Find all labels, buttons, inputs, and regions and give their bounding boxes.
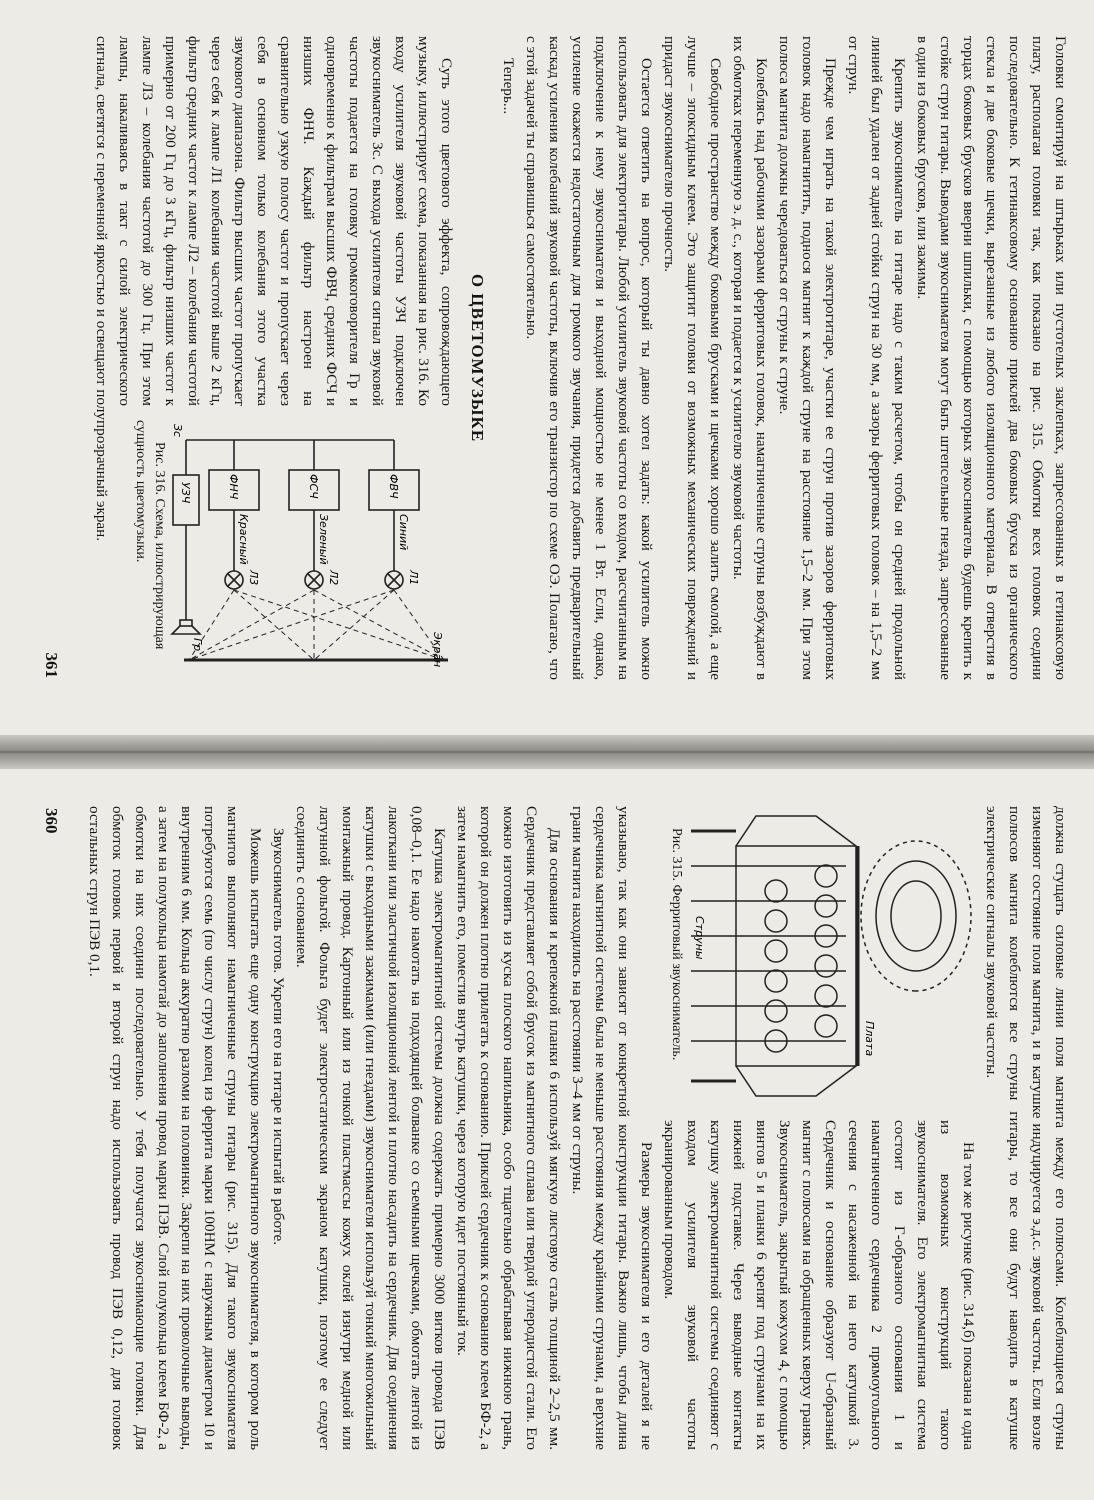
left-paragraph-3: Размеры звукоснимателя и его деталей я не указываю, так как они зависят от конкретной конструкции гитары. Важно лишь, чтобы длина сердечника магнитной системы была не меньше расстояния между крайними струнами, а верхние грани магнита находились на расстоянии 3–4 мм от струны.: [569, 806, 655, 1450]
left-paragraph-4: Для основания и крепежной планки 6 используй мягкую листовую сталь толщиной 2–2,5 мм. Сердечник представляет собой брусок из магнитного сплава или твердой углеродистой стали. Его можно изготовить из куска плоского напильника, особо тщательно обрабатывая нижнюю грань, которой он должен плотно прилегать к основанию. Приклей сердечник к основанию клеем БФ-2, а затем намагнить его, поместив внутрь катушки, через которую идет постоянный ток.: [454, 806, 563, 1450]
label-fsch: ФСЧ: [307, 474, 320, 499]
label-red: Красный: [237, 514, 250, 565]
paragraph-1: Головки смонтируй на штырьках или пустотелых заклепках, запрессованных в гетинаксовую плату, располагая головки так, как показано на рис. 315. Обмотки всех головок соедини последовательно. К гетинаксовому основанию приклей два боковых бруска из органического стекла и две боковые щечки, вырезанные из любого изоляционного материала. В отверстия в торцах боковых брусков вверни шпильки, с помощью которых звукосниматель будешь крепить к стойке струн гитары. Выводами звукоснимателя могут быть штепсельные гнезда, запрессованные в один из боковых брусков, или зажимы.: [914, 36, 1069, 680]
label-gr: Гр: [191, 638, 204, 652]
paragraph-2: Крепить звукосниматель на гитаре надо с таким расчетом, чтобы он средней продольной линией был удален от задней стойки струн на 30 мм, а зазоры ферритовых головок – на 1,5–2 мм от струн.: [845, 36, 908, 680]
page-number-360: 360: [42, 808, 61, 834]
page-number-361: 361: [42, 652, 61, 678]
label-l2: Л2: [327, 570, 340, 586]
label-strings: Струны: [693, 916, 706, 960]
left-paragraph-5: Катушка электромагнитной системы должна содержать примерно 3000 витков провода ПЭВ 0,08–0,1. Ее надо намотать на подходящей болванке со съемными щечками, обмотать лентой из лакоткани или эластичной изоляционной лентой и плотно насадить на сердечник. Для соединения катушки с выходными зажимами (или гнездами) звукоснимателя используй тонкий многожильный монтажный провод. Картонный или из тонкой пластмассы кожух оклей изнутри медной или латунной фольгой. Фольга будет электростатическим экраном катушки, поэтому ее следует соединить с основанием.: [293, 806, 448, 1450]
color-music-diagram: [169, 420, 454, 680]
label-screen: Экран: [431, 632, 444, 668]
label-fnch: ФНЧ: [227, 474, 240, 500]
left-paragraph-1: должна стущать силовые линии поля магнита между его полюсами. Колеблющиеся струны изменяют состояние поля магнита, и в катушке индуцируется э.д.с. звуковой частоты. Если возле полюсов магнита колеблются все струны гитары, то все они будут наводить в катушке электрические сигналы звуковой частоты.: [983, 806, 1069, 1450]
label-plate: Плата: [863, 1021, 876, 1057]
label-l1: Л1: [407, 570, 420, 586]
figure-316-caption: Рис. 316. Схема, иллюстрирующая сущность цветомузыки.: [133, 420, 167, 650]
label-l3: Л3: [247, 570, 260, 586]
label-blue: Синий: [397, 514, 410, 551]
left-paragraph-6: Звукосниматель готов. Укрепи его на гитаре и испытай в работе.: [270, 828, 287, 1246]
paragraph-5: Свободное пространство между боковыми брусками и щечками хорошо залить смолой, а еще лучше – эпоксидным клеем. Это защитит головки от возможных механических повреждений и придаст звукоснимателю прочность.: [661, 36, 724, 680]
left-paragraph-2: На том же рисунке (рис. 314,б) показана и одна из возможных конструкций такого звукоснимателя. Его электромагнитная система состоит из Г-образного основания 1 и намагниченного сердечника 2 прямоугольного сечения с насаженной на него катушкой 3. Сердечник и основание образуют U-образный магнит с полюсами на обращенных кверху гранях. Звукосниматель, закрытый кожухом 4, с помощью винтов 5 и планки 6 крепят под струнами на их нижней подставке. Через выводные контакты катушку электромагнитной системы соединяют с входом усилителя звуковой частоты экранированным проводом.: [661, 1120, 977, 1450]
label-uzch: УЗЧ: [179, 482, 192, 504]
ferrite-pickup-drawing: [686, 806, 976, 1106]
paragraph-7: Теперь...: [500, 58, 517, 115]
label-fvch: ФВЧ: [387, 474, 400, 499]
book-gutter: [0, 735, 1094, 769]
section-paragraph-1: Суть этого цветового эффекта, сопровождающего музыку, иллюстрирует схема, показанная на рис. 316. Ко входу усилителя звуковой частоты УЗЧ подключен звукосниматель Зс. С выхода усилителя сигнал звуковой частоты подается на головку громкоговорителя Гр и одновременно к фильтрам высших ФВЧ, средних ФСЧ и низших ФНЧ. Каждый фильтр настроен на сравнительно узкую полосу частот и пропускает через себя в основном только колебания этого участка звукового диапазона. Фильтр высших частот пропускает через себя к лампе Л1 колебания частотой выше 2 кГц, фильтр средних частот к лампе Л2 – колебания частотой примерно от 200 Гц до 3 кГц, фильтр низших частот к лампе Л3 – колебания частотой до 300 Гц. При этом лампы, накаливаясь в такт с силой электрического сигнала, светятся с переменной яркостью и освещают полупрозрачный экран.: [93, 36, 455, 542]
paragraph-3: Прежде чем играть на такой электрогитаре, участки ее струн против зазоров ферритовых головок надо намагнитить, поднося магнит к каждой струне на расстояние 1,5–2 мм. При этом полюса магнита должны чередоваться от струны к струне.: [776, 36, 839, 680]
paragraph-4: Колеблясь над рабочими зазорами ферритовых головок, намагниченные струны возбуждают в их обмотках переменную э. д. с., которая и подается к усилителю звуковой частоты.: [730, 36, 770, 680]
label-green: Зеленый: [317, 514, 330, 565]
left-paragraph-7: Можешь испытать еще одну конструкцию электромагнитного звукоснимателя, в котором роль магнитов выполняют намагниченные струны гитары (рис. 315). Для такого звукоснимателя потребуются семь (по числу струн) колец из феррита марки 100НМ с наружным диаметром 10 и внутренним 6 мм. Кольца аккуратно разломи на половинки. Закрепи на них проволочные выводы, а затем на полукольца намотай до заполнения провод марки ПЭВ. Слой полукольца клеем БФ-2, а обмотки на них соедини последовательно. У тебя получатся звукоснимающие головки. Для обмоток головок первой и второй струн надо использовать провод ПЭВ 0,12, для головок остальных струн ПЭВ 0,1.: [86, 806, 264, 1450]
figure-316: [124, 420, 454, 680]
figure-315: [641, 806, 976, 1106]
paragraph-6: Остается ответить на вопрос, который ты давно хотел задать: какой усилитель можно использовать для электрогитары. Любой усилитель звуковой частоты со входом, рассчитанным на подключение к нему звукоснимателя и выходной мощностью не менее 1 Вт. Если, однако, усиление окажется недостаточным для громкого звучания, придется добавить предварительный каскад усиления колебаний звуковой частоты, включив его транзистор по схеме ОЭ. Полагаю, что с этой задачей ты справишься самостоятельно.: [523, 36, 655, 680]
page-361: [34, 8, 1094, 708]
section-title: О ЦВЕТОМУЗЫКЕ: [468, 273, 487, 443]
page-360: [34, 778, 1094, 1478]
label-zs: Зс: [171, 424, 184, 438]
figure-315-caption: Рис. 315. Ферритовый звукосниматель.: [669, 828, 684, 1061]
